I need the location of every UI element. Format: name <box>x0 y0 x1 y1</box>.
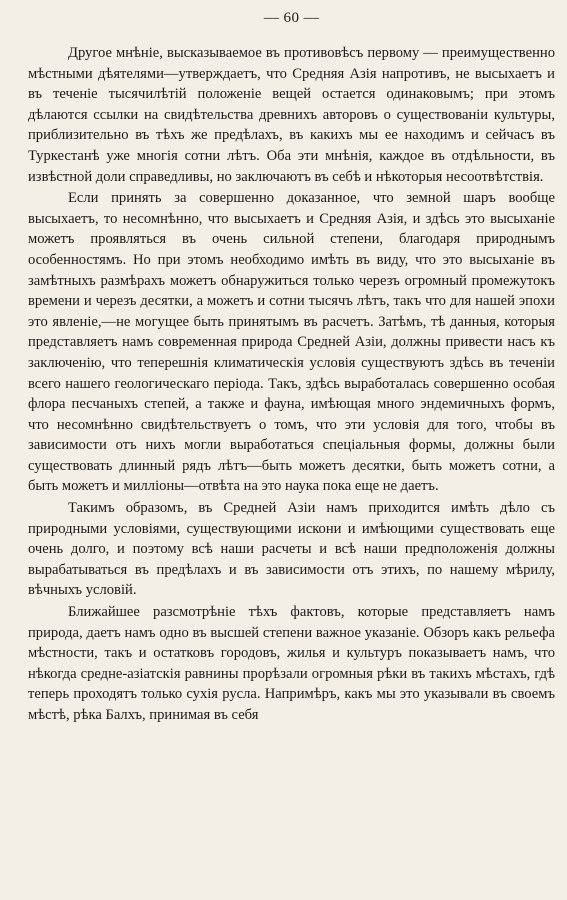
page-number: — 60 — <box>263 10 320 26</box>
paragraph-4: Ближайшее разсмотрѣніе тѣхъ фактовъ, которые представляетъ намъ природа, даетъ намъ одно въ высшей степени важное указаніе. Обзоръ какъ рельефа мѣстности, такъ и остатковъ городовъ, жилья и культуръ показываетъ намъ, что нѣкогда средне-азіатскія равнины прорѣзали огромныя рѣки въ такихъ мѣстахъ, гдѣ теперь проходятъ только сухія русла. Напримѣръ, какъ мы это указывали въ своемъ мѣстѣ, рѣка Балхъ, принимая въ себя <box>28 604 555 723</box>
paragraph-1: Другое мнѣніе, высказываемое въ противовѣсъ первому — преимущественно мѣстными дѣятелями—утверждаетъ, что Средняя Азія напротивъ, не высыхаетъ и въ теченіе тысячилѣтій положеніе вещей остается одинаковымъ; при этомъ дѣлаются ссылки на свидѣтельства древнихъ авторовъ о существованіи культуры, приблизительно въ тѣхъ же предѣлахъ, въ какихъ мы ее находимъ и сейчасъ въ Туркестанѣ уже многія сотни лѣтъ. Оба эти мнѣнія, каждое въ отдѣльности, въ извѣстной доли справедливы, но заключаютъ въ себѣ и нѣкоторыя несоотвѣтствія. <box>28 45 555 185</box>
paragraph-3: Такимъ образомъ, въ Средней Азіи намъ приходится имѣть дѣло съ природными условіями, существующими искони и имѣющими существовать еще очень долго, и поэтому всѣ наши расчеты и всѣ наши предположенія должны вырабатываться въ предѣлахъ и въ зависимости отъ этихъ, по нашему мѣрилу, вѣчныхъ условій. <box>28 500 555 599</box>
paragraph-2: Если принять за совершенно доказанное, что земной шаръ вообще высыхаетъ, то несомнѣнно, что высыхаетъ и Средняя Азія, и здѣсь это высыханіе можетъ проявляться въ очень сильной степени, благодаря природнымъ особенностямъ. Но при этомъ необходимо имѣть въ виду, что это высыханіе въ замѣтныхъ размѣрахъ можетъ обнаружиться только черезъ огромный промежутокъ времени и черезъ десятки, а можетъ и сотни тысячъ лѣтъ, такъ что для нашей эпохи это явленіе,—не могущее быть принятымъ въ расчетъ. Затѣмъ, тѣ данныя, которыя представляетъ намъ современная природа Средней Азіи, должны привести насъ къ заключенію, что теперешнія климатическія условія существуютъ здѣсь въ теченіи всего нашего геологическаго періода. Такъ, здѣсь выработалась совершенно особая флора песчаныхъ степей, а также и фауна, имѣющая много эндемичныхъ формъ, что несомнѣнно свидѣтельствуетъ о томъ, что эти условія для того, чтобы въ зависимости отъ нихъ могли выработаться спеціальныя формы, должны были существовать длинный рядъ лѣтъ—быть можетъ десятки, быть можетъ сотни, а быть можетъ и милліоны—отвѣта на это наука пока еще не даетъ. <box>28 190 555 495</box>
